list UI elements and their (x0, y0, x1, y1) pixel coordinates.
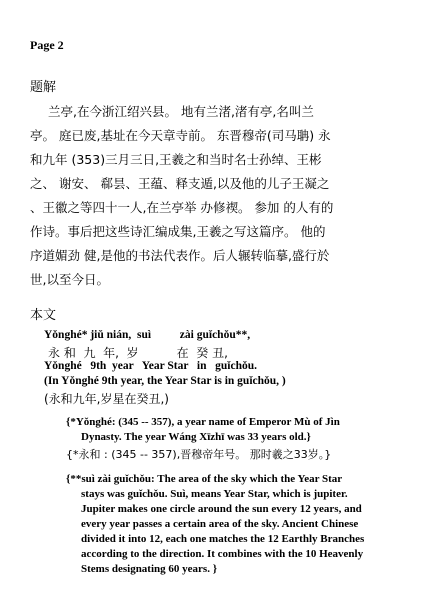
note-line: Jupiter makes one circle around the sun every 12 years, and (81, 503, 362, 515)
intro-line: 亭。 庭已废,基址在今天章寺前。 东晋穆帝(司马聃) 永 (30, 128, 331, 143)
verse-pinyin: Yǒnghé* jiǔ nián, suì zài guǐchǒu**, (44, 329, 251, 341)
intro-line: 之、 谢安、 郗昙、王蕴、释支遁,以及他的儿子王凝之 (30, 176, 330, 191)
intro-line: 兰亭,在今浙江绍兴县。 地有兰渚,渚有亭,名叫兰 (48, 104, 314, 119)
intro-heading: 题解 (30, 80, 57, 95)
verse-hanzi: 永 和 九 年, 岁 在 癸 丑, (48, 346, 228, 360)
note-line: {**suì zài guǐchǒu: The area of the sky which the Year Star (66, 473, 343, 485)
note-line: Dynasty. The year Wáng Xīzhī was 33 years old.} (81, 431, 311, 443)
intro-line: 序道媚劲 健,是他的书法代表作。后人辗转临摹,盛行於 (30, 248, 330, 263)
note-line: every year passes a certain area of the sky. Ancient Chinese (81, 518, 359, 530)
note-line: Stems designating 60 years. } (81, 563, 218, 575)
intro-line: 作诗。事后把这些诗汇编成集,王羲之写这篇序。 他的 (30, 224, 326, 239)
intro-line: 和九年 (353)三月三日,王羲之和当时名士孙绰、王彬 (30, 152, 322, 167)
verse-gloss: Yǒnghé 9th year Year Star in guǐchǒu. (44, 360, 257, 372)
note-chinese-line: {*永和 : (345 -- 357),晋穆帝年号。 那时羲之33岁。} (66, 448, 332, 461)
note-line: stays was guǐchǒu. Suì, means Year Star, which is jupiter. (81, 488, 348, 500)
note-line: divided it into 12, each one matches the 12 Earthly Branches (81, 533, 365, 545)
page-label: Page 2 (30, 38, 64, 52)
note-line: according to the direction. It combines with the 10 Heavenly (81, 548, 364, 560)
intro-line: 、王徽之等四十一人,在兰亭举 办修禊。 参加 的人有的 (30, 200, 334, 215)
intro-line: 世,以至今日。 (30, 272, 109, 287)
text-heading: 本文 (30, 308, 57, 323)
verse-translation: (In Yǒnghé 9th year, the Year Star is in guǐchǒu, ) (44, 375, 286, 387)
verse-chinese-translation: (永和九年,岁星在癸丑,) (44, 392, 169, 406)
note-line: {*Yǒnghé: (345 -- 357), a year name of Emperor Mù of Jìn (66, 416, 340, 428)
